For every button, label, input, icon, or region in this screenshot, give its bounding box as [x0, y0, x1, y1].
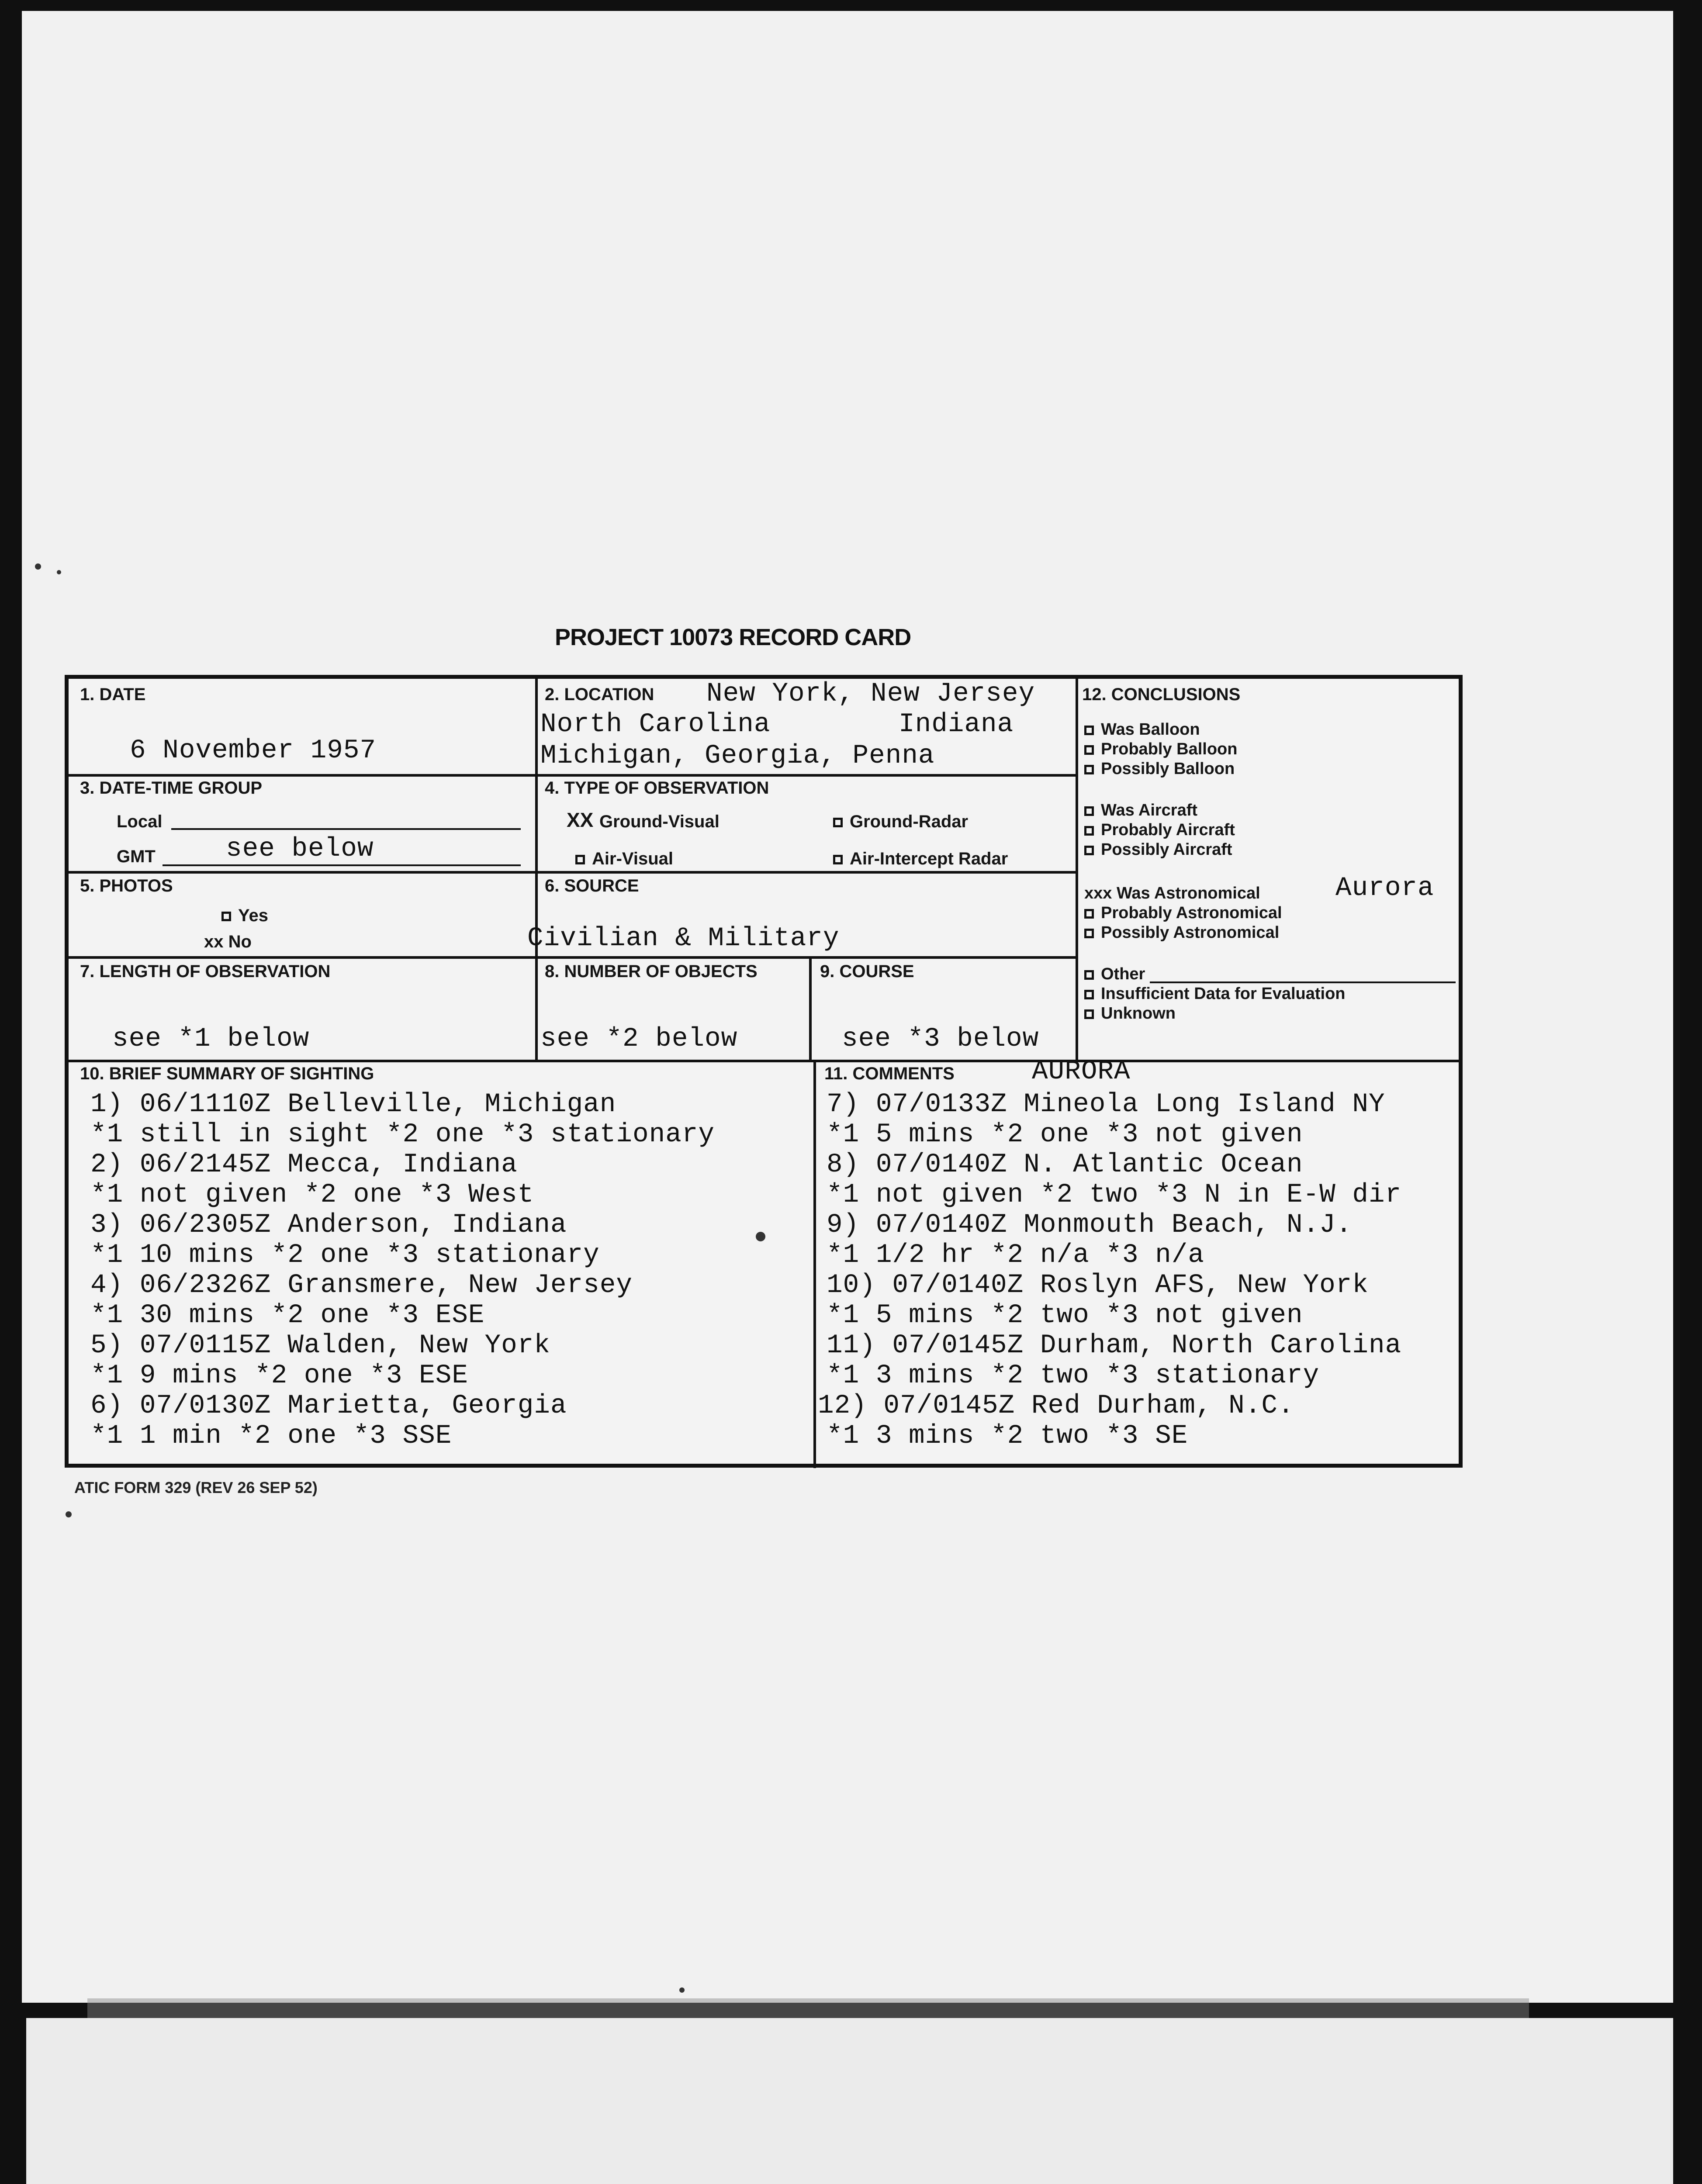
checkbox-icon: [1084, 1009, 1094, 1019]
comments-line-10: *1 3 mins *2 two *3 stationary: [827, 1361, 1320, 1391]
conclusion-probably-aircraft: [1084, 821, 1235, 840]
conclusion-text: Was Astronomical: [1116, 884, 1260, 902]
conclusion-probably-astronomical: [1084, 904, 1282, 923]
paper-sheet-lower: [26, 2018, 1673, 2184]
air-visual-text: Air-Visual: [592, 849, 673, 868]
form-number: ATIC FORM 329 (REV 26 SEP 52): [74, 1479, 318, 1496]
conclusion-text: Probably Balloon: [1101, 740, 1238, 758]
ground-radar-text: Ground-Radar: [850, 812, 969, 831]
checkbox-icon: [1084, 745, 1094, 755]
gmt-underline: [163, 864, 521, 866]
conclusion-aurora-note: Aurora: [1335, 873, 1434, 903]
location-line-3: Michigan, Georgia, Penna: [540, 741, 935, 771]
checkbox-icon: [1084, 990, 1094, 999]
divider-summary-comments: [813, 1060, 816, 1468]
summary-line-6: *1 10 mins *2 one *3 stationary: [90, 1240, 600, 1270]
checkbox-icon: [1084, 826, 1094, 836]
divider-row-3: [69, 956, 1076, 959]
photos-label: 5. PHOTOS: [80, 876, 173, 895]
air-intercept-radar-option: [833, 849, 1008, 869]
other-underline: [1150, 981, 1456, 983]
checkbox-icon: [1084, 846, 1094, 855]
ground-visual-mark: XX: [567, 809, 594, 831]
conclusions-label: 12. CONCLUSIONS: [1082, 685, 1241, 704]
checkbox-icon: [1084, 726, 1094, 735]
summary-label: 10. BRIEF SUMMARY OF SIGHTING: [80, 1064, 374, 1083]
conclusion-was-balloon: [1084, 720, 1200, 739]
scan-speck: [679, 1987, 685, 1993]
summary-line-3: 2) 06/2145Z Mecca, Indiana: [90, 1150, 518, 1180]
summary-line-9: 5) 07/0115Z Walden, New York: [90, 1330, 550, 1361]
conclusion-text: Other: [1101, 965, 1145, 983]
number-of-objects-label: 8. NUMBER OF OBJECTS: [545, 962, 758, 981]
scan-speck: [756, 1232, 765, 1241]
summary-line-12: *1 1 min *2 one *3 SSE: [90, 1421, 452, 1451]
gmt-label: GMT: [117, 847, 156, 866]
length-of-observation-label: 7. LENGTH OF OBSERVATION: [80, 962, 331, 981]
checkbox-icon: [1084, 765, 1094, 774]
conclusion-was-aircraft: [1084, 801, 1197, 820]
photos-no-option: [204, 932, 252, 952]
summary-line-1: 1) 06/1110Z Belleville, Michigan: [90, 1089, 616, 1120]
type-of-observation-label: 4. TYPE OF OBSERVATION: [545, 778, 769, 798]
scan-speck: [57, 570, 61, 574]
checkbox-icon: [1084, 909, 1094, 919]
comments-line-2: *1 5 mins *2 one *3 not given: [827, 1120, 1303, 1150]
location-line-2a: North Carolina: [540, 709, 771, 740]
conclusion-possibly-astronomical: [1084, 923, 1279, 942]
divider-row-4: [69, 1060, 1462, 1062]
ground-visual-option: Ground-Visual: [599, 812, 720, 831]
conclusion-text: Was Balloon: [1101, 720, 1200, 739]
conclusion-text: Was Aircraft: [1101, 801, 1198, 819]
record-card: [65, 675, 1463, 1468]
summary-line-4: *1 not given *2 one *3 West: [90, 1180, 534, 1210]
local-label: Local: [117, 812, 163, 831]
conclusion-text: Insufficient Data for Evaluation: [1101, 985, 1346, 1003]
card-title: PROJECT 10073 RECORD CARD: [555, 624, 911, 650]
date-time-group-label: 3. DATE-TIME GROUP: [80, 778, 263, 798]
photos-yes-text: Yes: [238, 906, 268, 925]
divider-row-2: [69, 871, 1076, 874]
course-value: see *3 below: [842, 1024, 1039, 1054]
conclusion-was-astronomical: [1084, 884, 1260, 903]
gmt-value: see below: [226, 834, 374, 864]
photos-yes-option: [221, 906, 268, 926]
date-value: 6 November 1957: [130, 736, 377, 766]
checkbox-icon: [221, 912, 231, 921]
comments-line-8: *1 5 mins *2 two *3 not given: [827, 1300, 1303, 1330]
comments-line-5: 9) 07/0140Z Monmouth Beach, N.J.: [827, 1210, 1353, 1240]
comments-line-9: 11) 07/0145Z Durham, North Carolina: [827, 1330, 1402, 1361]
conclusion-possibly-aircraft: [1084, 840, 1232, 859]
comments-label: 11. COMMENTS: [824, 1064, 955, 1083]
source-value: Civilian & Military: [527, 923, 840, 954]
air-intercept-radar-text: Air-Intercept Radar: [850, 849, 1008, 868]
scan-speck: [66, 1511, 72, 1517]
divider-col-a: [535, 679, 538, 1060]
checkbox-icon: [1084, 970, 1094, 980]
course-label: 9. COURSE: [820, 962, 914, 981]
scan-speck: [35, 563, 41, 570]
conclusion-other: [1084, 965, 1145, 984]
conclusion-unknown: [1084, 1004, 1176, 1023]
ground-radar-option: [833, 812, 968, 832]
summary-line-10: *1 9 mins *2 one *3 ESE: [90, 1361, 468, 1391]
checkbox-icon: [833, 818, 843, 827]
summary-line-11: 6) 07/0130Z Marietta, Georgia: [90, 1391, 567, 1421]
comments-line-7: 10) 07/0140Z Roslyn AFS, New York: [827, 1270, 1369, 1300]
checkbox-icon: [1084, 929, 1094, 938]
summary-line-5: 3) 06/2305Z Anderson, Indiana: [90, 1210, 567, 1240]
location-label: 2. LOCATION: [545, 685, 654, 704]
conclusion-text: Possibly Astronomical: [1101, 923, 1280, 942]
summary-line-7: 4) 06/2326Z Gransmere, New Jersey: [90, 1270, 633, 1300]
location-line-2b: Indiana: [899, 709, 1014, 740]
comments-line-1: 7) 07/0133Z Mineola Long Island NY: [827, 1089, 1385, 1120]
source-label: 6. SOURCE: [545, 876, 639, 895]
conclusion-probably-balloon: [1084, 740, 1237, 759]
date-label: 1. DATE: [80, 685, 146, 704]
checkbox-icon: [1084, 806, 1094, 816]
conclusion-possibly-balloon: [1084, 760, 1235, 778]
conclusion-text: Possibly Aircraft: [1101, 840, 1232, 859]
divider-col-b: [1076, 679, 1078, 1060]
comments-line-6: *1 1/2 hr *2 n/a *3 n/a: [827, 1240, 1204, 1270]
conclusion-text: Probably Astronomical: [1101, 904, 1282, 922]
photos-no-text: No: [228, 932, 252, 951]
number-of-objects-value: see *2 below: [540, 1024, 738, 1054]
conclusion-text: Possibly Balloon: [1101, 760, 1235, 778]
conclusion-text: Probably Aircraft: [1101, 821, 1235, 839]
summary-line-2: *1 still in sight *2 one *3 stationary: [90, 1120, 715, 1150]
checkbox-icon: [575, 855, 585, 864]
divider-row-1: [69, 774, 1076, 777]
comments-line-3: 8) 07/0140Z N. Atlantic Ocean: [827, 1150, 1303, 1180]
conclusion-selected-mark: xxx: [1084, 884, 1112, 902]
conclusion-text: Unknown: [1101, 1004, 1176, 1023]
comments-heading: AURORA: [1032, 1057, 1131, 1087]
divider-col-course: [809, 956, 812, 1060]
photos-no-mark: xx: [204, 932, 224, 951]
checkbox-icon: [833, 855, 843, 864]
comments-line-11: 12) 07/0145Z Red Durham, N.C.: [818, 1391, 1294, 1421]
comments-line-4: *1 not given *2 two *3 N in E-W dir: [827, 1180, 1402, 1210]
summary-line-8: *1 30 mins *2 one *3 ESE: [90, 1300, 485, 1330]
conclusion-insufficient-data: [1084, 985, 1346, 1003]
location-line-1: New York, New Jersey: [706, 679, 1035, 709]
air-visual-option: [575, 849, 673, 869]
length-of-observation-value: see *1 below: [112, 1024, 310, 1054]
comments-line-12: *1 3 mins *2 two *3 SE: [827, 1421, 1188, 1451]
local-underline: [171, 828, 521, 830]
